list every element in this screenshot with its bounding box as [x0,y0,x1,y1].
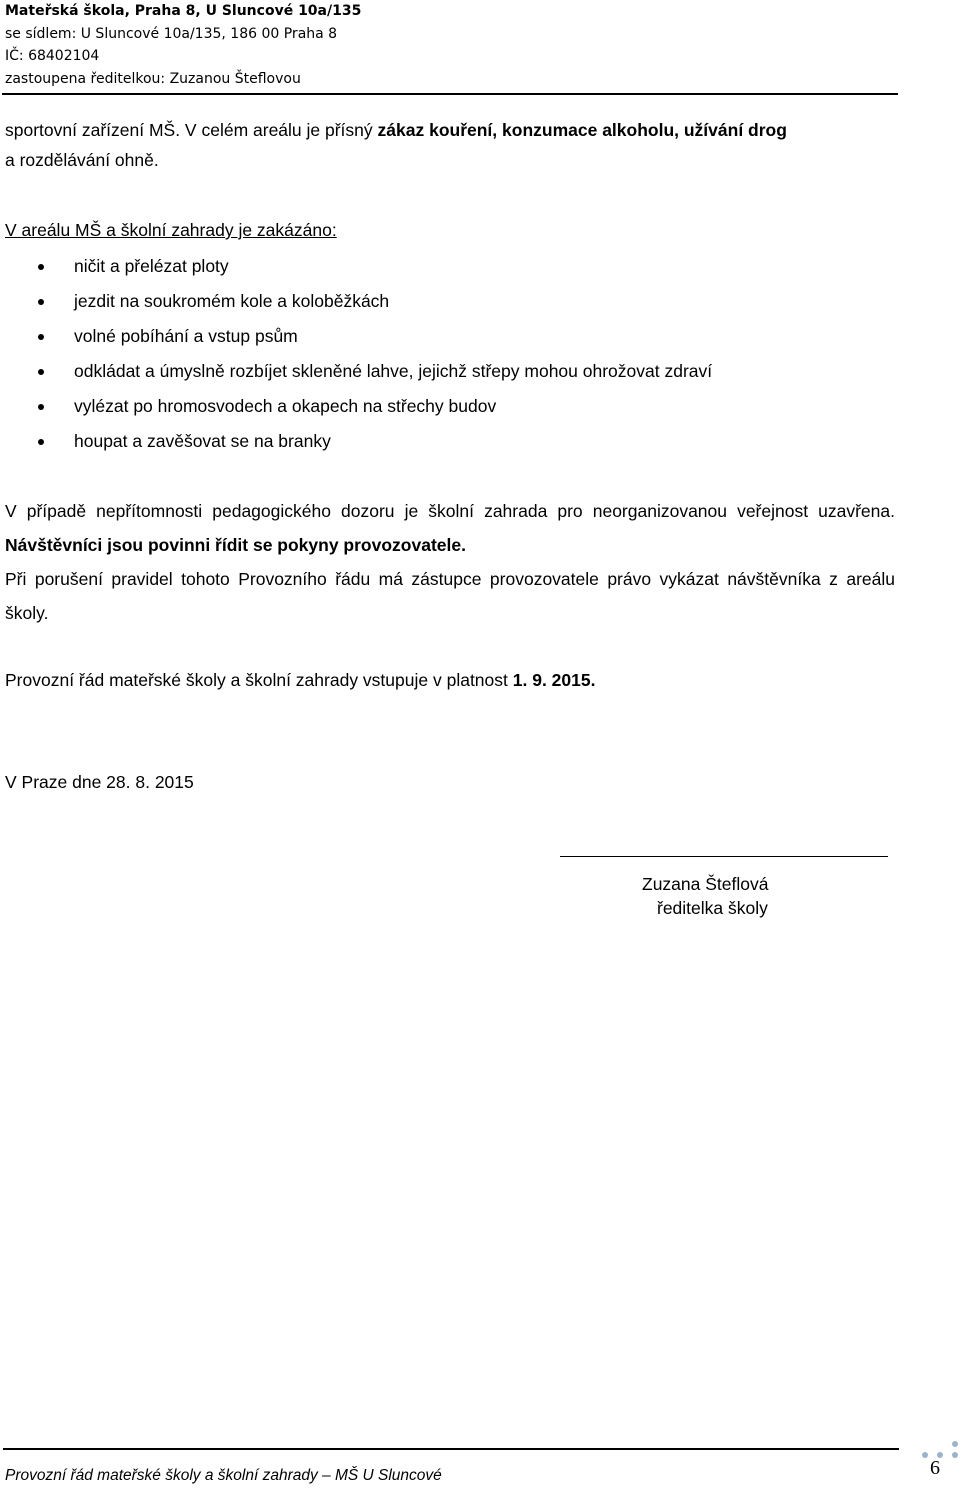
list-item-text: jezdit na soukromém kole a koloběžkách [74,291,390,311]
page-number: 6 [930,1457,940,1479]
decorative-dots-icon [922,1441,960,1481]
list-item [0,354,712,389]
list-item [0,284,712,319]
list-item-text: volné pobíhání a vstup psům [74,326,298,346]
validity-paragraph [5,663,895,697]
closure-bold-text: Návštěvníci jsou povinni řídit se pokyny provozovatele. [5,535,466,555]
prohibited-list [0,249,712,459]
list-item [0,389,712,424]
school-name: Mateřská škola, Praha 8, U Sluncové 10a/135 [5,3,362,19]
list-item [0,424,712,459]
list-item [0,319,712,354]
validity-text: Provozní řád mateřské školy a školní zahrady vstupuje v platnost [5,670,513,690]
intro-paragraph [5,115,895,175]
intro-bold-text: zákaz kouření, konzumace alkoholu, užívání drog [377,120,787,140]
violation-paragraph [5,562,895,630]
list-item-text: vylézat po hromosvodech a okapech na střechy budov [74,396,497,416]
bullet-icon [38,404,44,410]
bullet-icon [38,264,44,270]
validity-date: 1. 9. 2015. [512,670,596,690]
bullet-icon [38,369,44,375]
signature-role: ředitelka školy [657,898,768,918]
footer-divider [3,1448,899,1450]
place-date-text: V Praze dne 28. 8. 2015 [5,772,194,792]
prohibited-heading-text: V areálu MŠ a školní zahrady je zakázáno: [5,220,337,240]
school-representative: zastoupena ředitelkou: Zuzanou Šteflovou [5,70,301,87]
school-id: IČ: 68402104 [5,48,100,64]
school-address: se sídlem: U Sluncové 10a/135, 186 00 Praha 8 [5,25,338,42]
signature-line [560,856,888,857]
signature-name: Zuzana Šteflová [642,874,769,894]
violation-text: Při porušení pravidel tohoto Provozního řádu má zástupce provozovatele právo vykázat návštěvníka z areálu školy. [5,569,895,623]
prohibited-heading [5,216,895,244]
list-item-text: houpat a zavěšovat se na branky [74,431,331,451]
bullet-icon [38,299,44,305]
list-item-text: odkládat a úmyslně rozbíjet skleněné lahve, jejichž střepy mohou ohrožovat zdraví [74,361,713,381]
intro-text: sportovní zařízení MŠ. V celém areálu je přísný [5,120,378,140]
place-date [5,765,895,799]
closure-paragraph [5,494,895,562]
bullet-icon [38,439,44,445]
header-divider [2,93,898,95]
list-item [0,249,712,284]
closure-text: V případě nepřítomnosti pedagogického dozoru je školní zahrada pro neorganizovanou veřejnost uzavřena. [5,501,895,521]
list-item-text: ničit a přelézat ploty [74,256,229,276]
document-header [5,0,900,90]
intro-text-end: a rozdělávání ohně. [5,150,159,170]
bullet-icon [38,334,44,340]
footer-title: Provozní řád mateřské školy a školní zahrady – MŠ U Sluncové [5,1467,442,1484]
